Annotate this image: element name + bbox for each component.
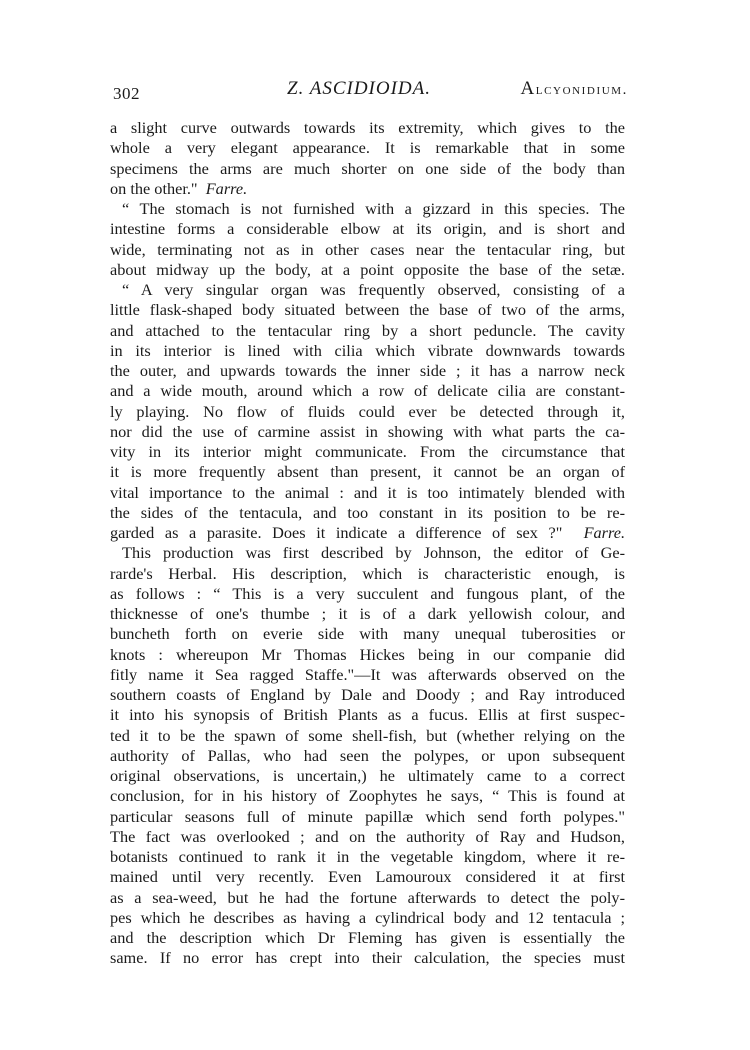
text-line: authority of Pallas, who had seen the polypes, or upon subsequent <box>110 745 625 765</box>
text-line: The fact was overlooked ; and on the authority of Ray and Hudson, <box>110 826 625 846</box>
text-line: in its interior is lined with cilia which vibrate downwards towards <box>110 340 625 360</box>
text-line: “ The stomach is not furnished with a gizzard in this species. The <box>122 199 625 218</box>
body-text <box>110 118 625 969</box>
attribution-farre: Farre. <box>583 523 626 542</box>
text-line: wide, terminating not as in other cases near the tentacular ring, but <box>110 239 625 259</box>
text-line: original observations, is uncertain,) he ultimately came to a correct <box>110 766 625 785</box>
text-line: vity in its interior might communicate. From the circumstance that <box>110 442 625 461</box>
text-line: knots : whereupon Mr Thomas Hickes being in our companie did <box>110 644 625 664</box>
text-line-content: on the other." <box>110 178 198 198</box>
section-title: Z. ASCIDIOIDA. <box>287 78 432 99</box>
attribution-farre: Farre. <box>205 178 248 198</box>
text-line: and a wide mouth, around which a row of delicate cilia are constant- <box>110 381 625 401</box>
text-line: fitly name it Sea ragged Staffe."—It was afterwards observed on the <box>110 664 625 684</box>
text-line <box>110 523 625 543</box>
genus-heading: Alcyonidium. <box>520 78 628 99</box>
text-line: particular seasons full of minute papillæ which send forth polypes." <box>110 806 625 826</box>
text-line: and attached to the tentacular ring by a short peduncle. The cavity <box>110 320 625 340</box>
text-line: “ A very singular organ was frequently observed, consisting of a <box>122 280 625 299</box>
text-line: This production was first described by Johnson, the editor of Ge- <box>122 543 625 563</box>
text-line: buncheth forth on everie side with many unequal tuberosities or <box>110 624 625 644</box>
text-line: conclusion, for in his history of Zoophytes he says, “ This is found at <box>110 786 625 806</box>
text-line: thicknesse of one's thumbe ; it is of a dark yellowish colour, and <box>110 604 625 623</box>
text-line: rarde's Herbal. His description, which is characteristic enough, is <box>110 563 625 583</box>
text-line: a slight curve outwards towards its extremity, which gives to the <box>110 118 625 137</box>
text-line: vital importance to the animal : and it is too intimately blended with <box>110 482 625 502</box>
text-line: as a sea-weed, but he had the fortune afterwards to detect the poly- <box>110 887 625 907</box>
text-line: intestine forms a considerable elbow at its origin, and is short and <box>110 219 625 239</box>
text-line: little flask-shaped body situated between the base of two of the arms, <box>110 300 625 320</box>
text-line: the sides of the tentacula, and too constant in its position to be re- <box>110 502 625 522</box>
text-line: as follows : “ This is a very succulent and fungous plant, of the <box>110 583 625 603</box>
text-line: ly playing. No flow of fluids could ever be detected through it, <box>110 401 625 421</box>
text-line: mained until very recently. Even Lamouroux considered it at first <box>110 867 625 887</box>
text-line: specimens the arms are much shorter on one side of the body than <box>110 158 625 178</box>
text-line: nor did the use of carmine assist in showing with what parts the ca- <box>110 421 625 441</box>
text-line: the outer, and upwards towards the inner side ; it has a narrow neck <box>110 361 625 380</box>
running-head <box>113 78 628 108</box>
text-line: whole a very elegant appearance. It is remarkable that in some <box>110 138 625 158</box>
text-line: it is more frequently absent than present, it cannot be an organ of <box>110 462 625 482</box>
text-line <box>110 179 625 199</box>
text-line-content: garded as a parasite. Does it indicate a difference of sex ?" <box>110 523 563 542</box>
text-line: pes which he describes as having a cylindrical body and 12 tentacula ; <box>110 907 625 927</box>
page-number: 302 <box>113 84 140 103</box>
text-line: botanists continued to rank it in the vegetable kingdom, where it re- <box>110 847 625 866</box>
text-line: same. If no error has crept into their calculation, the species must <box>110 948 625 968</box>
text-line: and the description which Dr Fleming has given is essentially the <box>110 928 625 947</box>
text-line: southern coasts of England by Dale and Doody ; and Ray introduced <box>110 685 625 704</box>
text-line: it into his synopsis of British Plants as a fucus. Ellis at first suspec- <box>110 705 625 725</box>
text-line: about midway up the body, at a point opposite the base of the setæ. <box>110 259 625 279</box>
text-line: ted it to be the spawn of some shell-fish, but (whether relying on the <box>110 725 625 745</box>
